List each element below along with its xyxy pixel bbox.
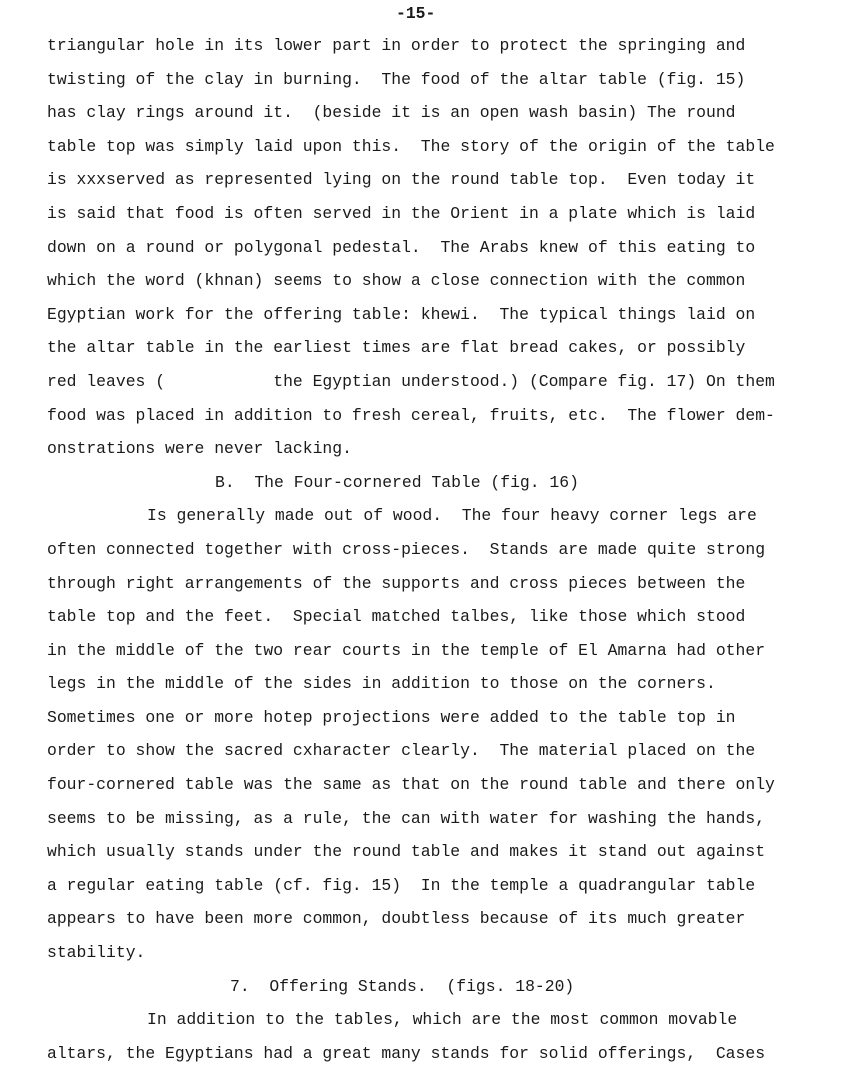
text-line: is xxxserved as represented lying on the round table top. Even today it [47,170,756,190]
text-line: seems to be missing, as a rule, the can with water for washing the hands, [47,808,766,828]
text-line: appears to have been more common, doubtless because of its much greater [47,909,746,929]
text-line: four-cornered table was the same as that on the round table and there only [47,775,775,795]
text-line: food was placed in addition to fresh cereal, fruits, etc. The flower dem- [47,405,775,425]
page-number: -15- [396,4,436,23]
text-line: a regular eating table (cf. fig. 15) In the temple a quadrangular table [47,875,756,895]
text-line: through right arrangements of the supports and cross pieces between the [47,573,746,593]
text-line: which usually stands under the round table and makes it stand out against [47,842,766,862]
section-heading-or-paragraph-start: 7. Offering Stands. (figs. 18-20) [230,976,575,996]
text-line: has clay rings around it. (beside it is an open wash basin) The round [47,103,736,123]
text-line: table top was simply laid upon this. The story of the origin of the table [47,136,775,156]
text-line: red leaves ( the Egyptian understood.) (Compare fig. 17) On them [47,371,775,391]
text-line: legs in the middle of the sides in addition to those on the corners. [47,674,716,694]
section-heading-or-paragraph-start: Is generally made out of wood. The four heavy corner legs are [147,506,757,526]
text-line: Sometimes one or more hotep projections were added to the table top in [47,707,736,727]
text-line: the altar table in the earliest times are flat bread cakes, or possibly [47,338,746,358]
text-line: twisting of the clay in burning. The food of the altar table (fig. 15) [47,69,746,89]
text-line: triangular hole in its lower part in order to protect the springing and [47,36,746,55]
text-line: often connected together with cross-pieces. Stands are made quite strong [47,539,766,559]
text-line: order to show the sacred cxharacter clearly. The material placed on the [47,741,756,761]
text-line: is said that food is often served in the Orient in a plate which is laid [47,203,756,223]
text-line: Egyptian work for the offering table: khewi. The typical things laid on [47,304,756,324]
text-line: stability. [47,943,146,963]
text-line: altars, the Egyptians had a great many stands for solid offerings, Cases [47,1043,766,1063]
section-heading-or-paragraph-start: In addition to the tables, which are the most common movable [147,1010,738,1030]
text-line: in the middle of the two rear courts in the temple of El Amarna had other [47,640,766,660]
text-line: onstrations were never lacking. [47,439,352,459]
section-heading-or-paragraph-start: B. The Four-cornered Table (fig. 16) [215,472,579,492]
document-body [47,35,827,1076]
text-line: down on a round or polygonal pedestal. The Arabs knew of this eating to [47,237,756,257]
text-line: table top and the feet. Special matched talbes, like those which stood [47,607,746,627]
text-line: which the word (khnan) seems to show a close connection with the common [47,271,746,291]
